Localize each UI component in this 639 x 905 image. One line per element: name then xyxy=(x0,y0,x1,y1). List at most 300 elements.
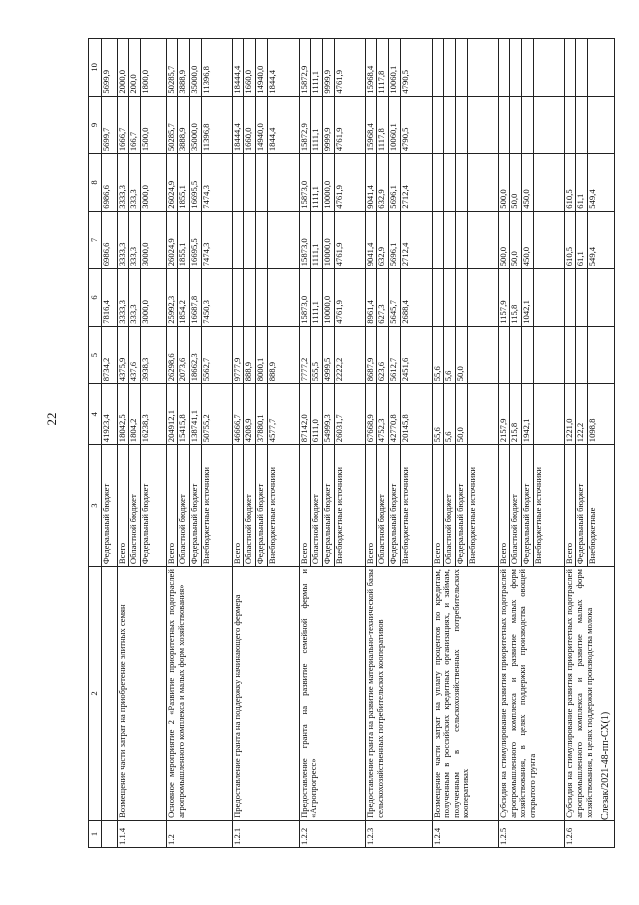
amount-value: 500,0 xyxy=(498,246,509,267)
value-cell xyxy=(102,326,118,384)
value-cell xyxy=(499,326,565,384)
value-cell xyxy=(117,211,166,269)
amount-value: 46666,7 xyxy=(232,414,243,443)
amount-value: 15968,4 xyxy=(365,123,376,152)
amount-value xyxy=(575,327,587,384)
value-cell xyxy=(233,211,299,269)
amount-value: 15872,9 xyxy=(298,65,309,94)
rotated-table-wrapper xyxy=(88,38,615,848)
amount-value: 15415,8 xyxy=(177,384,189,444)
value-cell xyxy=(299,326,365,384)
value-cell xyxy=(432,154,498,212)
value-cell xyxy=(233,269,299,327)
amount-value: 4761,9 xyxy=(334,212,346,269)
amount-value: 50285,7 xyxy=(165,65,176,94)
amount-value: 50285,7 xyxy=(165,123,176,152)
amount-value: 14940,0 xyxy=(255,39,267,96)
value-cell xyxy=(499,211,565,269)
table-row xyxy=(102,39,118,848)
funding-source: Федеральный бюджет xyxy=(521,445,533,566)
amount-value: 55,6 xyxy=(431,427,442,443)
amount-value: 4790,5 xyxy=(400,97,412,154)
amount-value xyxy=(255,154,267,211)
funding-source-cell xyxy=(233,445,299,567)
funding-source-cell xyxy=(432,445,498,567)
value-cell xyxy=(299,384,365,445)
amount-value: 5562,7 xyxy=(201,327,213,384)
amount-value xyxy=(233,212,243,269)
amount-value: 26024,9 xyxy=(165,238,176,267)
amount-value: 2000,0 xyxy=(116,70,127,94)
value-cell xyxy=(366,211,432,269)
row-number: 1.2.6 xyxy=(565,820,615,847)
col-header: 5 xyxy=(89,326,102,384)
amount-value: 4761,9 xyxy=(334,39,346,96)
amount-value: 50,0 xyxy=(509,154,521,211)
amount-value: 16695,5 xyxy=(189,154,201,211)
amount-value xyxy=(433,97,443,154)
amount-value: 61,1 xyxy=(575,212,587,269)
funding-source: Областной бюджет xyxy=(310,445,322,566)
amount-value: 632,9 xyxy=(376,212,388,269)
amount-value: 9999,9 xyxy=(322,39,334,96)
value-cell xyxy=(233,96,299,154)
amount-value xyxy=(267,212,279,269)
funding-source: Всего xyxy=(232,542,243,565)
value-cell xyxy=(299,96,365,154)
amount-value: 42770,8 xyxy=(388,384,400,444)
amount-value: 5699,7 xyxy=(101,127,111,152)
amount-value xyxy=(467,269,479,326)
funding-source: Внебюджетные источники xyxy=(400,445,412,566)
amount-value: 610,5 xyxy=(564,189,575,209)
amount-value: 623,6 xyxy=(376,327,388,384)
funding-source: Областной бюджет xyxy=(128,445,140,566)
amount-value: 549,4 xyxy=(587,154,599,211)
value-cell xyxy=(102,384,118,445)
value-cell xyxy=(299,39,365,97)
row-number: 1.2.1 xyxy=(233,820,299,847)
amount-value: 4577,7 xyxy=(267,384,279,444)
amount-value: 67668,9 xyxy=(365,414,376,443)
amount-value: 450,0 xyxy=(521,154,533,211)
amount-value xyxy=(467,154,479,211)
amount-value xyxy=(587,39,599,96)
activity-description: Субсидия на стимулирование развития приоритетных подотраслей агропромышленного комплекса и развитие малых форм хозяйствования, в целях поддержки производства овощей открытого грунта xyxy=(499,567,565,821)
amount-value xyxy=(267,154,279,211)
amount-value: 333,3 xyxy=(128,212,140,269)
amount-value: 1117,8 xyxy=(376,97,388,154)
amount-value xyxy=(443,39,455,96)
amount-value: 4999,5 xyxy=(322,327,334,384)
value-cell xyxy=(233,384,299,445)
value-cell xyxy=(102,96,118,154)
amount-value: 555,5 xyxy=(310,327,322,384)
amount-value xyxy=(433,212,443,269)
value-cell xyxy=(366,384,432,445)
amount-value: 500,0 xyxy=(498,189,509,209)
col-header: 9 xyxy=(89,96,102,154)
amount-value: 1221,0 xyxy=(564,418,575,443)
amount-value: 14940,0 xyxy=(255,97,267,154)
amount-value xyxy=(443,212,455,269)
table-row xyxy=(117,39,166,848)
amount-value: 3000,0 xyxy=(140,154,152,211)
amount-value: 10060,1 xyxy=(388,39,400,96)
amount-value: 1117,8 xyxy=(376,39,388,96)
amount-value: 7777,2 xyxy=(298,357,309,382)
value-cell xyxy=(117,39,166,97)
activity-description xyxy=(102,567,118,821)
amount-value xyxy=(587,269,599,326)
col-header: 7 xyxy=(89,211,102,269)
funding-source-cell xyxy=(499,445,565,567)
funding-source-cell xyxy=(166,445,232,567)
amount-value: 204912,1 xyxy=(165,409,176,443)
funding-source: Внебюджетные источники xyxy=(201,445,213,566)
amount-value xyxy=(267,269,279,326)
amount-value: 54999,3 xyxy=(322,384,334,444)
amount-value: 9999,9 xyxy=(322,97,334,154)
amount-value: 2222,2 xyxy=(334,327,346,384)
amount-value: 437,6 xyxy=(128,327,140,384)
value-cell xyxy=(366,39,432,97)
row-number: 1.2.5 xyxy=(499,820,565,847)
amount-value: 4790,5 xyxy=(400,39,412,96)
amount-value: 25992,3 xyxy=(165,295,176,324)
amount-value: 3888,9 xyxy=(177,39,189,96)
activity-description: Субсидия на стимулирование развития приоритетных подотраслей агропромышленного комплекса и развитие малых форм хозяйствования, в целях поддержки производства молока xyxy=(565,567,615,821)
amount-value: 5,6 xyxy=(443,384,455,444)
amount-value: 61,1 xyxy=(575,154,587,211)
amount-value xyxy=(533,212,545,269)
amount-value: 50755,2 xyxy=(201,384,213,444)
amount-value xyxy=(433,269,443,326)
amount-value xyxy=(565,39,575,96)
amount-value xyxy=(255,212,267,269)
amount-value xyxy=(533,384,545,444)
amount-value: 35000,0 xyxy=(189,39,201,96)
amount-value: 3938,3 xyxy=(140,327,152,384)
amount-value: 1804,2 xyxy=(128,384,140,444)
row-number: 1.1.4 xyxy=(117,820,166,847)
amount-value: 5612,7 xyxy=(388,327,400,384)
value-cell xyxy=(565,211,615,269)
amount-value: 18444,4 xyxy=(232,123,243,152)
amount-value: 122,2 xyxy=(575,384,587,444)
amount-value: 50,0 xyxy=(455,384,467,444)
activity-description: Основное мероприятие 2 «Развитие приоритетных подотраслей агропромышленного комплекса и малых форм хозяйствования» xyxy=(166,567,232,821)
amount-value: 333,3 xyxy=(128,269,140,326)
amount-value xyxy=(565,97,575,154)
amount-value: 5645,7 xyxy=(388,269,400,326)
amount-value: 1500,0 xyxy=(140,97,152,154)
value-cell xyxy=(366,326,432,384)
amount-value xyxy=(565,327,575,384)
amount-value: 3333,3 xyxy=(116,242,127,267)
funding-source: Всего xyxy=(165,542,176,565)
col-header: 3 xyxy=(89,445,102,567)
amount-value: 1111,1 xyxy=(310,154,322,211)
amount-value xyxy=(243,212,255,269)
value-cell xyxy=(565,326,615,384)
value-cell xyxy=(499,384,565,445)
amount-value: 3333,3 xyxy=(116,185,127,209)
amount-value: 138741,1 xyxy=(189,384,201,444)
table-body xyxy=(102,39,615,848)
value-cell xyxy=(432,269,498,327)
value-cell xyxy=(565,39,615,97)
value-cell xyxy=(117,269,166,327)
amount-value: 7474,3 xyxy=(201,154,213,211)
amount-value: 6111,0 xyxy=(310,384,322,444)
value-cell xyxy=(166,326,232,384)
amount-value: 1855,1 xyxy=(177,154,189,211)
amount-value xyxy=(509,39,521,96)
funding-source: Внебюджетные источники xyxy=(467,445,479,566)
value-cell xyxy=(432,96,498,154)
amount-value: 1111,1 xyxy=(310,97,322,154)
amount-value: 627,3 xyxy=(376,269,388,326)
amount-value: 115,8 xyxy=(509,269,521,326)
amount-value: 26031,7 xyxy=(334,384,346,444)
amount-value: 4761,9 xyxy=(334,269,346,326)
value-cell xyxy=(102,154,118,212)
amount-value: 87142,0 xyxy=(298,414,309,443)
funding-source: Федеральный бюджет xyxy=(255,445,267,566)
activity-description: Предоставление гранта на развитие материально-технической базы сельскохозяйственных потребительских кооперативов xyxy=(366,567,432,821)
funding-source-cell xyxy=(299,445,365,567)
funding-source: Всего xyxy=(298,542,309,565)
funding-source: Всего xyxy=(498,542,509,565)
amount-value: 632,9 xyxy=(376,154,388,211)
value-cell xyxy=(432,326,498,384)
amount-value: 50,0 xyxy=(509,212,521,269)
value-cell xyxy=(565,154,615,212)
amount-value xyxy=(433,154,443,211)
amount-value: 15968,4 xyxy=(365,65,376,94)
value-cell xyxy=(117,154,166,212)
col-header: 1 xyxy=(89,820,102,847)
amount-value: 15872,9 xyxy=(298,123,309,152)
amount-value: 15873,0 xyxy=(298,238,309,267)
table-row xyxy=(166,39,232,848)
amount-value: 4761,9 xyxy=(334,154,346,211)
row-number: 1.2 xyxy=(166,820,232,847)
amount-value: 6986,6 xyxy=(101,185,111,209)
amount-value xyxy=(467,212,479,269)
amount-value: 18444,4 xyxy=(232,65,243,94)
activity-description: Предоставление гранта на развитие семейной фермы и «Агропрогресс» xyxy=(299,567,365,821)
row-number: 1.2.2 xyxy=(299,820,365,847)
amount-value: 5699,9 xyxy=(101,70,111,94)
amount-value: 1844,4 xyxy=(267,39,279,96)
amount-value xyxy=(533,154,545,211)
amount-value: 5696,1 xyxy=(388,154,400,211)
amount-value: 2712,4 xyxy=(400,154,412,211)
amount-value: 1098,8 xyxy=(587,384,599,444)
value-cell xyxy=(366,154,432,212)
funding-source: Внебюджетные источники xyxy=(267,445,279,566)
value-cell xyxy=(432,211,498,269)
amount-value xyxy=(565,269,575,326)
row-number: 1.2.4 xyxy=(432,820,498,847)
row-number: 1.2.3 xyxy=(366,820,432,847)
amount-value: 4208,9 xyxy=(243,384,255,444)
amount-value xyxy=(467,327,479,384)
value-cell xyxy=(432,384,498,445)
amount-value: 1042,1 xyxy=(521,269,533,326)
value-cell xyxy=(565,96,615,154)
amount-value xyxy=(455,269,467,326)
funding-source: Федеральный бюджет xyxy=(575,445,587,566)
amount-value: 4761,9 xyxy=(334,97,346,154)
funding-source: Областной бюджет xyxy=(509,445,521,566)
amount-value: 5696,1 xyxy=(388,212,400,269)
col-header: 2 xyxy=(89,567,102,821)
amount-value: 1111,1 xyxy=(310,269,322,326)
funding-source: Федеральный бюджет xyxy=(101,483,111,565)
value-cell xyxy=(299,269,365,327)
amount-value: 215,8 xyxy=(509,384,521,444)
value-cell xyxy=(299,154,365,212)
table-row xyxy=(233,39,299,848)
amount-value: 41923,4 xyxy=(101,414,111,443)
amount-value: 11396,8 xyxy=(201,39,213,96)
amount-value: 2712,4 xyxy=(400,212,412,269)
amount-value xyxy=(255,269,267,326)
amount-value: 2157,9 xyxy=(498,418,509,443)
amount-value: 1844,4 xyxy=(267,97,279,154)
value-cell xyxy=(102,39,118,97)
funding-source-cell xyxy=(366,445,432,567)
amount-value: 37880,1 xyxy=(255,384,267,444)
amount-value xyxy=(521,39,533,96)
amount-value: 1666,7 xyxy=(116,127,127,152)
amount-value xyxy=(499,39,509,96)
amount-value: 15873,0 xyxy=(298,180,309,209)
value-cell xyxy=(117,326,166,384)
activity-description: Возмещение части затрат на уплату процентов по кредитам, полученным в российских кредитных организациях, и займам, полученным в сельскохозяйственных потребительских кооперативах xyxy=(432,567,498,821)
amount-value: 18662,3 xyxy=(189,327,201,384)
value-cell xyxy=(565,269,615,327)
amount-value: 10000,0 xyxy=(322,154,334,211)
table-row xyxy=(432,39,498,848)
value-cell xyxy=(499,154,565,212)
amount-value: 610,5 xyxy=(564,246,575,267)
amount-value: 16238,3 xyxy=(140,384,152,444)
amount-value: 4752,3 xyxy=(376,384,388,444)
value-cell xyxy=(233,326,299,384)
amount-value xyxy=(533,269,545,326)
funding-source: Областной бюджет xyxy=(376,445,388,566)
col-header: 10 xyxy=(89,39,102,97)
amount-value xyxy=(509,327,521,384)
value-cell xyxy=(166,269,232,327)
amount-value xyxy=(533,39,545,96)
amount-value: 3333,3 xyxy=(116,300,127,324)
value-cell xyxy=(565,384,615,445)
amount-value: 7450,3 xyxy=(201,269,213,326)
value-cell xyxy=(233,154,299,212)
amount-value: 20145,8 xyxy=(400,384,412,444)
amount-value: 5,6 xyxy=(443,327,455,384)
value-cell xyxy=(299,211,365,269)
amount-value xyxy=(467,97,479,154)
amount-value: 1800,0 xyxy=(140,39,152,96)
amount-value xyxy=(575,269,587,326)
amount-value xyxy=(243,269,255,326)
funding-source: Всего xyxy=(564,542,575,565)
amount-value xyxy=(233,269,243,326)
funding-source: Всего xyxy=(116,542,127,565)
funding-source: Внебюджетные источники xyxy=(334,445,346,566)
funding-source: Областной бюджет xyxy=(177,445,189,566)
amount-value xyxy=(521,97,533,154)
funding-source: Всего xyxy=(431,542,442,565)
funding-source: Всего xyxy=(365,542,376,565)
amount-value: 35000,0 xyxy=(189,97,201,154)
funding-source-cell xyxy=(565,445,615,567)
amount-value: 200,0 xyxy=(128,39,140,96)
amount-value: 8734,2 xyxy=(101,357,111,382)
amount-value xyxy=(455,154,467,211)
amount-value xyxy=(443,154,455,211)
amount-value xyxy=(509,97,521,154)
amount-value: 7816,4 xyxy=(101,300,111,324)
value-cell xyxy=(432,39,498,97)
amount-value: 16695,5 xyxy=(189,212,201,269)
value-cell xyxy=(166,96,232,154)
budget-table xyxy=(88,38,615,848)
amount-value: 7474,3 xyxy=(201,212,213,269)
amount-value: 10000,0 xyxy=(322,269,334,326)
value-cell xyxy=(499,39,565,97)
activity-description: Возмещение части затрат на приобретение элитных семян xyxy=(117,567,166,821)
amount-value: 888,9 xyxy=(267,327,279,384)
value-cell xyxy=(117,384,166,445)
table-row xyxy=(499,39,565,848)
value-cell xyxy=(166,154,232,212)
amount-value: 1854,2 xyxy=(177,269,189,326)
amount-value xyxy=(455,97,467,154)
amount-value: 549,4 xyxy=(587,212,599,269)
amount-value: 3888,9 xyxy=(177,97,189,154)
amount-value: 8000,1 xyxy=(255,327,267,384)
amount-value: 450,0 xyxy=(521,212,533,269)
amount-value: 1111,1 xyxy=(310,39,322,96)
amount-value: 2688,4 xyxy=(400,269,412,326)
page-number: 22 xyxy=(44,412,59,426)
amount-value: 166,7 xyxy=(128,97,140,154)
amount-value: 1942,1 xyxy=(521,384,533,444)
value-cell xyxy=(499,96,565,154)
amount-value: 18042,5 xyxy=(116,414,127,443)
amount-value xyxy=(443,97,455,154)
amount-value: 1157,9 xyxy=(498,300,509,324)
amount-value: 50,0 xyxy=(455,327,467,384)
amount-value: 888,9 xyxy=(243,327,255,384)
value-cell xyxy=(166,211,232,269)
funding-source: Федеральный бюджет xyxy=(455,445,467,566)
amount-value: 10060,1 xyxy=(388,97,400,154)
funding-source: Федеральный бюджет xyxy=(388,445,400,566)
amount-value: 9041,4 xyxy=(365,185,376,209)
amount-value: 11396,8 xyxy=(201,97,213,154)
funding-source: Федеральный бюджет xyxy=(189,445,201,566)
funding-source: Областной бюджет xyxy=(443,445,455,566)
amount-value xyxy=(233,154,243,211)
